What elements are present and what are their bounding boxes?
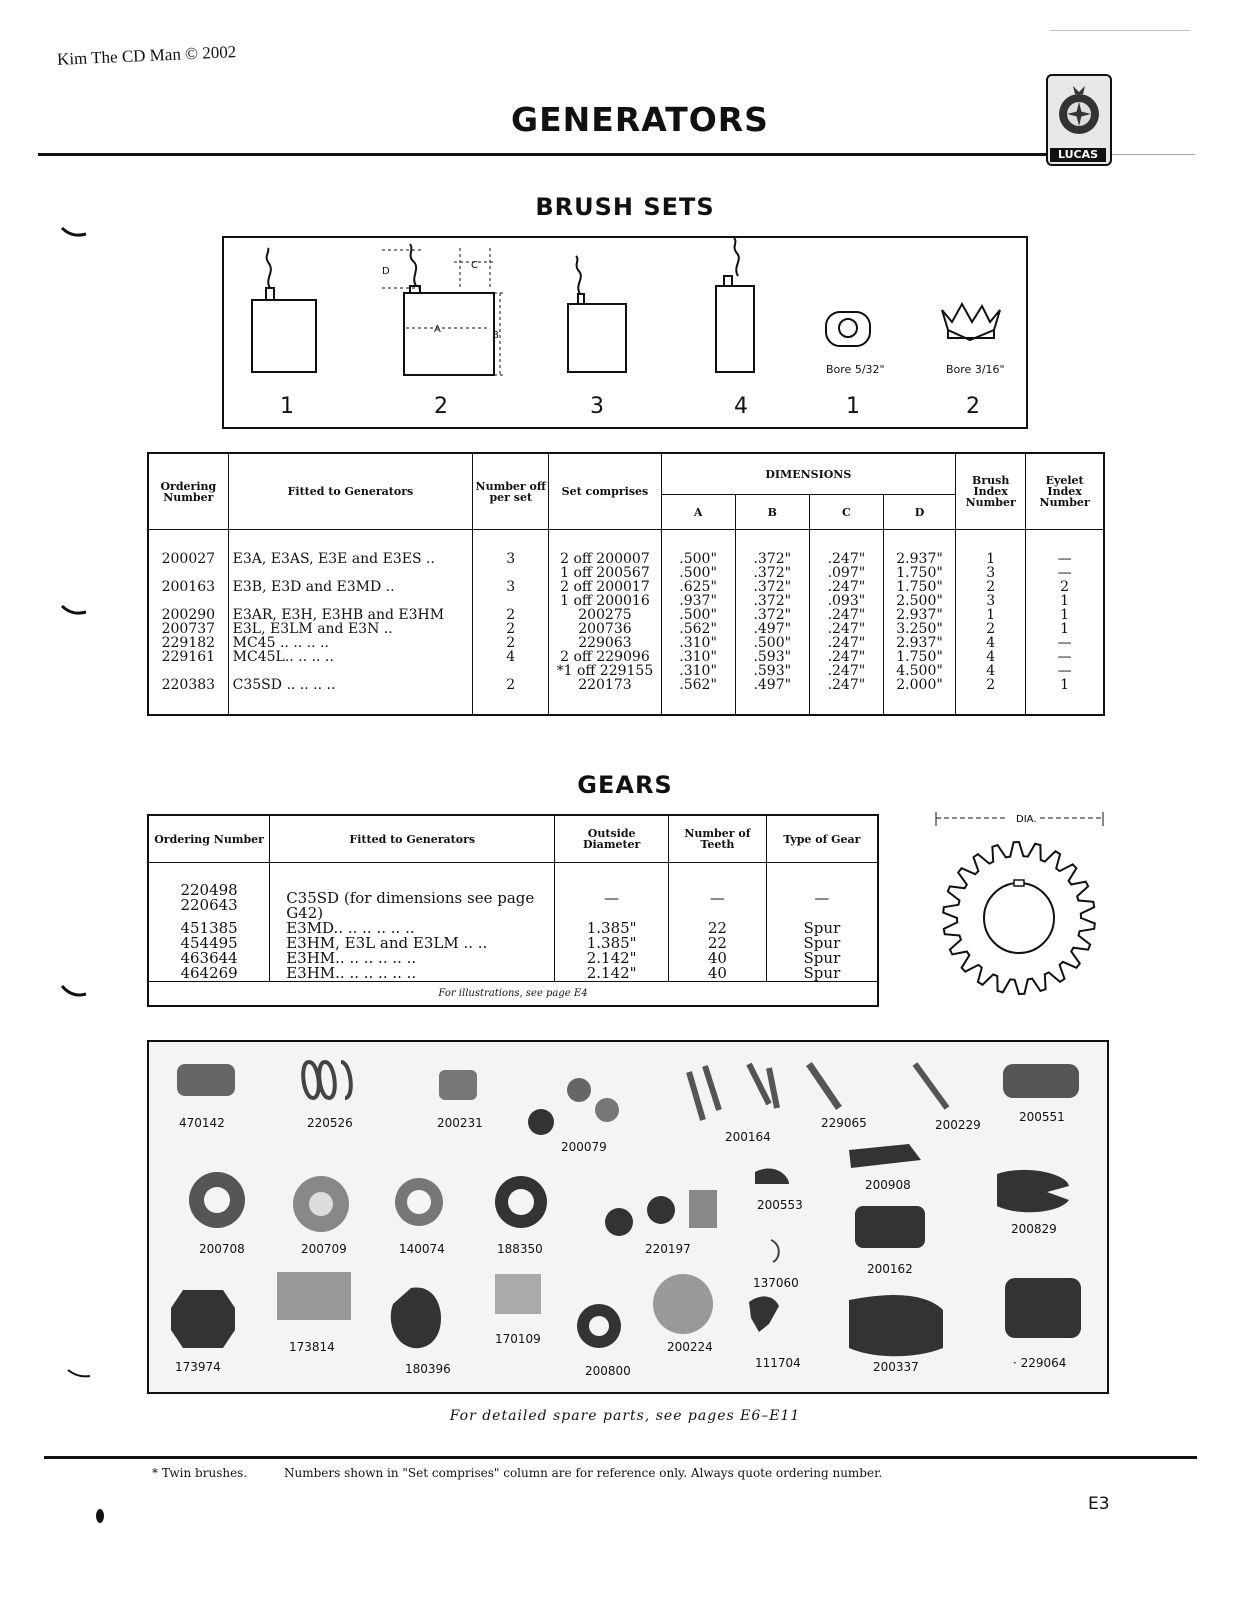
brush-value: 2 off 229096 (560, 649, 650, 665)
brush-cell-fitted: MC45L.. .. .. .. (228, 650, 473, 678)
part-label: 111704 (755, 1356, 801, 1370)
part-label: · 229064 (1013, 1356, 1067, 1370)
gear-cell-teeth: 40 (669, 966, 767, 982)
brush-value: .562" (679, 677, 717, 693)
part-label: 200908 (865, 1178, 911, 1192)
brush-value: .247" (827, 579, 866, 595)
margin-mark-3 (60, 982, 90, 1002)
part-label: 137060 (753, 1276, 799, 1290)
brush-cell-number: 3 (473, 580, 549, 608)
dim-label-c: C (471, 260, 478, 271)
brush-cell-fitted: E3B, E3D and E3MD .. (228, 580, 473, 608)
brush-value: — (1057, 551, 1072, 567)
brush-value: .310" (679, 649, 717, 665)
part-200079-icon-b (567, 1078, 591, 1102)
part-200553-icon (755, 1169, 789, 1184)
gear-cell-type: Spur (766, 966, 878, 982)
part-label: 180396 (405, 1362, 451, 1376)
brush-value: 3 (986, 565, 996, 581)
dim-label-b: B (492, 330, 499, 341)
brush-cell-b (735, 678, 809, 715)
part-200162-icon (855, 1206, 925, 1248)
part-label: 200164 (725, 1130, 771, 1144)
col-dimensions: DIMENSIONS (661, 453, 956, 495)
brush-cell-eyelet (1026, 622, 1104, 636)
brush-value: .593" (753, 663, 792, 679)
brush-cell-a (661, 636, 735, 650)
gear-cell-outside: 1.385" (555, 921, 669, 936)
footer-rule (44, 1456, 1197, 1459)
part-220526-icon (303, 1062, 351, 1098)
brush-cell-number: 4 (473, 650, 549, 678)
part-173974-icon (171, 1290, 235, 1348)
brush-cell-c (809, 580, 883, 608)
gear-cell-teeth: 22 (669, 936, 767, 951)
brush-value: 2.500" (896, 593, 943, 609)
brush-value: 1 (986, 607, 996, 623)
gears-heading: GEARS (577, 771, 673, 799)
brush-value: 200275 (578, 607, 632, 623)
brush-cell-fitted: E3AR, E3H, E3HB and E3HM (228, 608, 473, 622)
brush-value: .500" (679, 607, 717, 623)
brush-value: 229063 (578, 635, 632, 651)
brush-value: 1.750" (896, 565, 943, 581)
brush-value: 2.937" (896, 635, 943, 651)
part-label: 200224 (667, 1340, 713, 1354)
eyelet-number-2: 2 (966, 394, 980, 419)
brush-cell-number: 3 (473, 530, 549, 581)
gear-cell-fitted: E3MD.. .. .. .. .. .. (270, 921, 555, 936)
brush-cell-eyelet (1026, 636, 1104, 650)
gear-ordering-value: 451385 (180, 919, 238, 937)
brush-cell-brush (956, 650, 1026, 678)
brush-cell-set (549, 636, 661, 650)
brush-row (148, 622, 1104, 636)
brush-cell-a (661, 608, 735, 622)
brush-value: 2.937" (896, 551, 943, 567)
part-label: 200231 (437, 1116, 483, 1130)
gear-ordering-value: 220498 (180, 881, 238, 899)
brush-cell-brush (956, 530, 1026, 581)
brush-cell-set (549, 678, 661, 715)
brush-value: .372" (753, 579, 792, 595)
brush-cell-b (735, 622, 809, 636)
brush-value: 220173 (578, 677, 632, 693)
spur-gear-icon (932, 810, 1107, 1010)
brush-value: 4.500" (896, 663, 943, 679)
gear-col-type: Type of Gear (766, 815, 878, 863)
brush-value: 2 (986, 621, 996, 637)
part-200908-icon (849, 1144, 921, 1168)
part-200551-icon (1003, 1064, 1079, 1098)
part-label: 200162 (867, 1262, 913, 1276)
reference-note: Numbers shown in "Set comprises" column are for reference only. Always quote ordering number. (284, 1466, 883, 1480)
brush-value: 1 (1060, 677, 1070, 693)
brush-value: .500" (753, 635, 792, 651)
brush-value: .497" (753, 677, 792, 693)
brush-value: — (1057, 649, 1072, 665)
part-111704-icon (749, 1296, 779, 1332)
part-label: 220526 (307, 1116, 353, 1130)
title-rule (38, 153, 1068, 156)
margin-mark-1 (60, 222, 90, 242)
brush-value: 200736 (578, 621, 632, 637)
bore-label-1: Bore 5/32" (826, 363, 885, 376)
brush-sets-heading: BRUSH SETS (535, 193, 715, 221)
brush-number-3: 3 (590, 394, 604, 419)
twin-brush-note: * Twin brushes. (152, 1466, 248, 1480)
gear-row (148, 863, 878, 922)
part-200829-icon (997, 1170, 1069, 1212)
brush-row (148, 608, 1104, 622)
col-dim-b: B (735, 495, 809, 530)
gear-ordering-value: 220643 (180, 896, 238, 914)
col-ordering-number: Ordering Number (148, 453, 228, 530)
brush-value: .247" (827, 649, 866, 665)
brush-cell-a (661, 580, 735, 608)
brush-row (148, 678, 1104, 715)
brush-cell-brush (956, 678, 1026, 715)
part-200337-icon (849, 1295, 943, 1356)
brush-value: 1 (1060, 621, 1070, 637)
brush-cell-c (809, 650, 883, 678)
brush-cell-brush (956, 636, 1026, 650)
gear-cell-teeth: 40 (669, 951, 767, 966)
gear-cell-ordering (148, 863, 270, 922)
brush-cell-eyelet (1026, 650, 1104, 678)
brush-value: 2 off 200017 (560, 579, 650, 595)
brush-cell-d (883, 678, 955, 715)
page-title: GENERATORS (511, 100, 769, 139)
gear-row (148, 936, 878, 951)
brush-cell-d (883, 608, 955, 622)
gear-row (148, 951, 878, 966)
part-180396-icon (391, 1287, 441, 1348)
part-137060-icon (771, 1240, 779, 1262)
brush-cell-d (883, 650, 955, 678)
brush-value: .247" (827, 607, 866, 623)
brush-cell-c (809, 636, 883, 650)
part-label: 170109 (495, 1332, 541, 1346)
brush-cell-ordering: 200737 (148, 622, 228, 636)
part-label: 200229 (935, 1118, 981, 1132)
col-fitted-to: Fitted to Generators (228, 453, 473, 530)
brush-value: .310" (679, 663, 717, 679)
brush-cell-ordering: 229182 (148, 636, 228, 650)
brush-cell-b (735, 636, 809, 650)
part-200229-icon (915, 1064, 947, 1108)
brush-cell-set (549, 530, 661, 581)
gears-table (147, 814, 879, 1007)
brush-cell-eyelet (1026, 608, 1104, 622)
brush-cell-d (883, 622, 955, 636)
part-200231-icon (439, 1070, 477, 1100)
brush-cell-b (735, 530, 809, 581)
gear-ordering-value: 463644 (180, 949, 238, 967)
gear-cell-type: — (766, 863, 878, 922)
part-label: 200551 (1019, 1110, 1065, 1124)
gear-teeth-outline (943, 842, 1095, 994)
gear-row (148, 966, 878, 982)
part-label: 200708 (199, 1242, 245, 1256)
brush-diagram-drawing (224, 238, 1026, 427)
brush-row (148, 580, 1104, 608)
gear-col-ordering: Ordering Number (148, 815, 270, 863)
brush-value: 2.937" (896, 607, 943, 623)
margin-mark-4 (66, 1364, 96, 1384)
part-label: 140074 (399, 1242, 445, 1256)
brush-row (148, 650, 1104, 678)
brush-value: .372" (753, 593, 792, 609)
brush-number-4: 4 (734, 394, 748, 419)
part-label: 188350 (497, 1242, 543, 1256)
brush-value: 2 (986, 579, 996, 595)
col-number-off: Number off per set (473, 453, 549, 530)
gear-col-fitted: Fitted to Generators (270, 815, 555, 863)
brush-value: .372" (753, 565, 792, 581)
brush-value: 1 off 200567 (560, 565, 650, 581)
part-200079-icon-c (595, 1098, 619, 1122)
margin-mark-5 (92, 1506, 108, 1526)
part-200164-icon (689, 1064, 777, 1120)
col-brush-index: Brush Index Number (956, 453, 1026, 530)
gear-cell-outside: — (555, 863, 669, 922)
col-dim-c: C (809, 495, 883, 530)
brush-value: 1 (1060, 593, 1070, 609)
brush-value: .937" (679, 593, 717, 609)
col-dim-a: A (661, 495, 735, 530)
gear-cell-fitted: E3HM.. .. .. .. .. .. (270, 966, 555, 982)
part-229065-icon (809, 1064, 839, 1108)
brush-cell-eyelet (1026, 678, 1104, 715)
brush-cell-brush (956, 608, 1026, 622)
brush-row (148, 530, 1104, 581)
detail-note: For detailed spare parts, see pages E6–E11 (449, 1408, 801, 1424)
gear-row (148, 921, 878, 936)
brush-value: .097" (827, 565, 866, 581)
gear-cell-outside: 1.385" (555, 936, 669, 951)
brush-cell-c (809, 530, 883, 581)
brush-value: 1 (1060, 607, 1070, 623)
brush-cell-number: 2 (473, 608, 549, 622)
gear-cell-fitted: E3HM, E3L and E3LM .. .. (270, 936, 555, 951)
dim-label-d: D (382, 266, 390, 277)
brush-value: *1 off 229155 (556, 663, 654, 679)
brush-value: — (1057, 663, 1072, 679)
brush-number-2: 2 (434, 394, 448, 419)
eyelet-number-1: 1 (846, 394, 860, 419)
brush-value: 3 (986, 593, 996, 609)
brush-row (148, 636, 1104, 650)
brush-value: 4 (986, 649, 996, 665)
brush-value: 2 (986, 677, 996, 693)
brush-value: 3.250" (896, 621, 943, 637)
brush-cell-number: 2 (473, 636, 549, 650)
brush-value: — (1057, 635, 1072, 651)
page-number: E3 (1088, 1494, 1110, 1514)
brush-cell-ordering: 229161 (148, 650, 228, 678)
brush-sets-table (147, 452, 1105, 716)
brush-cell-brush (956, 580, 1026, 608)
brush-value: .497" (753, 621, 792, 637)
gear-cell-outside: 2.142" (555, 966, 669, 982)
brush-cell-d (883, 530, 955, 581)
brush-cell-ordering: 200027 (148, 530, 228, 581)
brush-cell-brush (956, 622, 1026, 636)
gears-footer: For illustrations, see page E4 (148, 982, 878, 1007)
gear-cell-teeth: — (669, 863, 767, 922)
gear-cell-teeth: 22 (669, 921, 767, 936)
col-set-comprises: Set comprises (549, 453, 661, 530)
brush-cell-a (661, 530, 735, 581)
brush-cell-set (549, 650, 661, 678)
part-label: 200829 (1011, 1222, 1057, 1236)
gear-cell-outside: 2.142" (555, 951, 669, 966)
brush-number-1: 1 (280, 394, 294, 419)
brush-cell-ordering: 200163 (148, 580, 228, 608)
brush-value: .500" (679, 565, 717, 581)
brush-cell-b (735, 650, 809, 678)
brush-value: 2.000" (896, 677, 943, 693)
brush-cell-set (549, 608, 661, 622)
brush-value: 1 (986, 551, 996, 567)
brush-value: .372" (753, 551, 792, 567)
brush-cell-eyelet (1026, 530, 1104, 581)
copyright: Kim The CD Man © 2002 (56, 42, 237, 69)
part-229064-icon (1005, 1278, 1081, 1338)
part-label: 470142 (179, 1116, 225, 1130)
brush-value: .247" (827, 663, 866, 679)
part-label: 229065 (821, 1116, 867, 1130)
part-470142-icon (177, 1064, 235, 1096)
brush-cell-a (661, 678, 735, 715)
gear-cell-fitted: C35SD (for dimensions see page G42) (270, 863, 555, 922)
gear-col-outside: Outside Diameter (555, 815, 669, 863)
brush-value: 4 (986, 663, 996, 679)
brush-cell-eyelet (1026, 580, 1104, 608)
brush-cell-b (735, 580, 809, 608)
brush-value: 2 (1060, 579, 1070, 595)
brush-cell-number: 2 (473, 622, 549, 636)
col-dim-d: D (883, 495, 955, 530)
brush-value: 1.750" (896, 579, 943, 595)
dim-label-a: A (434, 324, 441, 335)
brush-cell-ordering: 220383 (148, 678, 228, 715)
gear-cell-fitted: E3HM.. .. .. .. .. .. (270, 951, 555, 966)
brush-cell-set (549, 580, 661, 608)
brush-cell-fitted: E3L, E3LM and E3N .. (228, 622, 473, 636)
brush-cell-fitted: MC45 .. .. .. .. (228, 636, 473, 650)
brush-cell-number: 2 (473, 678, 549, 715)
col-eyelet-index: Eyelet Index Number (1026, 453, 1104, 530)
brush-value: .593" (753, 649, 792, 665)
bore-label-2: Bore 3/16" (946, 363, 1005, 376)
part-label: 200800 (585, 1364, 631, 1378)
brush-cell-set (549, 622, 661, 636)
brush-cell-b (735, 608, 809, 622)
brush-value: .247" (827, 677, 866, 693)
brush-cell-c (809, 608, 883, 622)
gear-ordering-value: 464269 (180, 964, 238, 982)
brush-value: .093" (827, 593, 866, 609)
brush-value: .562" (679, 621, 717, 637)
brush-value: 2 off 200007 (560, 551, 650, 567)
part-200079-icon-a (528, 1109, 554, 1135)
brush-cell-d (883, 636, 955, 650)
part-label: 173814 (289, 1340, 335, 1354)
brush-cell-a (661, 622, 735, 636)
brush-cell-c (809, 622, 883, 636)
gear-dia-label: DIA. (1016, 814, 1037, 825)
lucas-logo-label: LUCAS (1050, 148, 1106, 162)
part-label: 220197 (645, 1242, 691, 1256)
gear-col-teeth: Number of Teeth (669, 815, 767, 863)
gear-cell-type: Spur (766, 921, 878, 936)
brush-cell-ordering: 200290 (148, 608, 228, 622)
brush-value: — (1057, 565, 1072, 581)
brush-value: 1.750" (896, 649, 943, 665)
brush-cell-fitted: C35SD .. .. .. .. (228, 678, 473, 715)
brush-value: .372" (753, 607, 792, 623)
part-label: 200553 (757, 1198, 803, 1212)
part-label: 200709 (301, 1242, 347, 1256)
brush-cell-a (661, 650, 735, 678)
brush-value: .247" (827, 621, 866, 637)
part-label: 200079 (561, 1140, 607, 1154)
gear-illustration (932, 810, 1107, 1010)
brush-value: 1 off 200016 (560, 593, 650, 609)
brush-value: .247" (827, 551, 866, 567)
gear-cell-ordering (148, 966, 270, 982)
brush-value: .500" (679, 551, 717, 567)
brush-cell-d (883, 580, 955, 608)
part-label: 200337 (873, 1360, 919, 1374)
brush-cell-fitted: E3A, E3AS, E3E and E3ES .. (228, 530, 473, 581)
gear-cell-type: Spur (766, 951, 878, 966)
brush-value: 4 (986, 635, 996, 651)
lucas-emblem-icon (1048, 76, 1110, 148)
brush-value: .247" (827, 635, 866, 651)
brush-value: .310" (679, 635, 717, 651)
gear-ordering-value: 454495 (180, 934, 238, 952)
margin-mark-2 (60, 600, 90, 620)
top-edge-line (1050, 30, 1190, 31)
gear-cell-type: Spur (766, 936, 878, 951)
brush-cell-c (809, 678, 883, 715)
brush-diagram (222, 236, 1028, 429)
part-label: 173974 (175, 1360, 221, 1374)
brush-value: .625" (679, 579, 717, 595)
spare-parts-panel (147, 1040, 1109, 1394)
title-rule-faint (1100, 154, 1195, 155)
